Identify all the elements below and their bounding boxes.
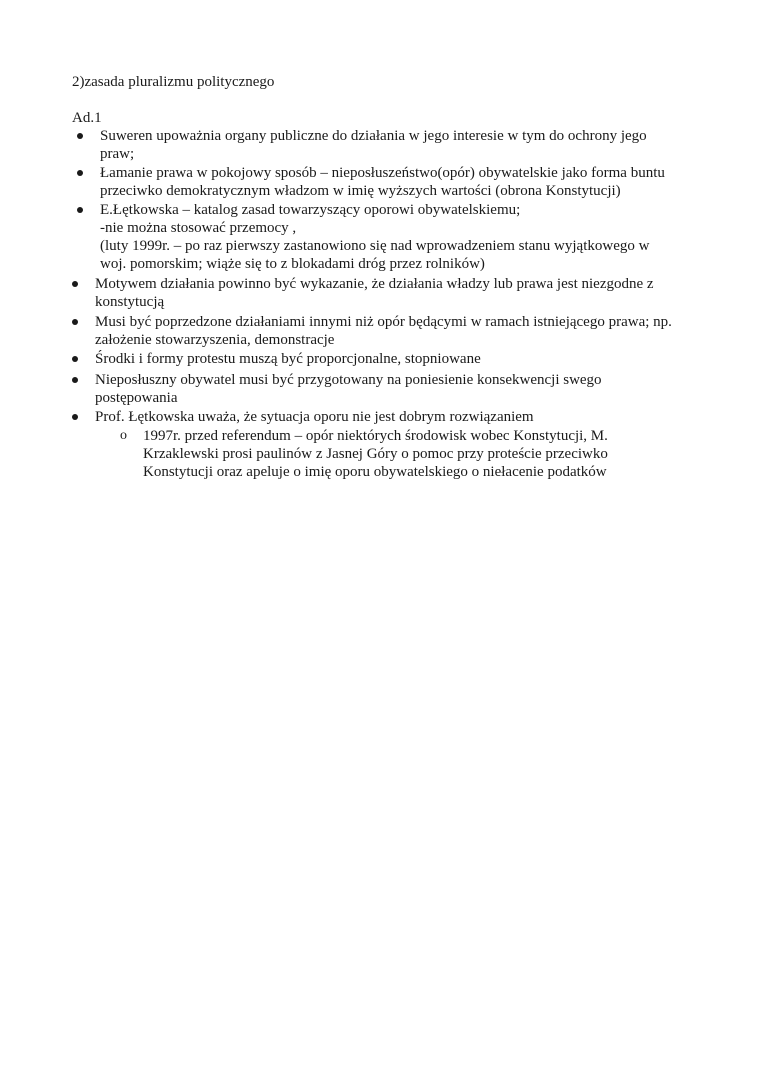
sub-list-item-text: Krzaklewski prosi paulinów z Jasnej Góry o pomoc przy proteście przeciwko — [143, 446, 608, 462]
list-item-text: -nie można stosować przemocy , — [100, 220, 297, 236]
list-item-text: Musi być poprzedzone działaniami innymi niż opór będącymi w ramach istniejącego prawa; np. — [95, 314, 672, 330]
list-item-text: woj. pomorskim; wiąże się to z blokadami dróg przez rolników) — [100, 256, 485, 272]
list-item-text: praw; — [100, 146, 135, 162]
list-item-text: konstytucją — [95, 294, 165, 310]
bullet-icon — [77, 170, 83, 176]
list-item-text: założenie stowarzyszenia, demonstracje — [95, 332, 335, 348]
sub-list-item-text: Konstytucji oraz apeluje o imię oporu obywatelskiego o niełacenie podatków — [143, 464, 607, 480]
bullet-icon — [72, 319, 78, 325]
list-item-text: Motywem działania powinno być wykazanie, że działania władzy lub prawa jest niezgodne z — [95, 276, 654, 292]
bullet-icon — [77, 207, 83, 213]
heading: 2)zasada pluralizmu politycznego — [72, 74, 275, 90]
bullet-icon — [72, 414, 78, 420]
bullet-icon — [72, 377, 78, 383]
list-item-text: Nieposłuszny obywatel musi być przygotowany na poniesienie konsekwencji swego — [95, 372, 602, 388]
list-item-text: przeciwko demokratycznym władzom w imię wyższych wartości (obrona Konstytucji) — [100, 183, 621, 199]
bullet-icon — [72, 281, 78, 287]
bullet-icon — [72, 356, 78, 362]
bullet-icon — [77, 133, 83, 139]
list-item-text: Środki i formy protestu muszą być proporcjonalne, stopniowane — [95, 351, 481, 367]
list-item-text: Łamanie prawa w pokojowy sposób – nieposłuszeństwo(opór) obywatelskie jako forma buntu — [100, 165, 665, 181]
list-item-text: E.Łętkowska – katalog zasad towarzyszący oporowi obywatelskiemu; — [100, 202, 521, 218]
sub-list-item-text: 1997r. przed referendum – opór niektórych środowisk wobec Konstytucji, M. — [143, 428, 608, 444]
circle-bullet-icon: o — [120, 428, 127, 443]
list-item-text: Prof. Łętkowska uważa, że sytuacja oporu nie jest dobrym rozwiązaniem — [95, 409, 534, 425]
section-label: Ad.1 — [72, 110, 102, 126]
list-item-text: postępowania — [95, 390, 178, 406]
list-item-text: Suweren upoważnia organy publiczne do działania w jego interesie w tym do ochrony jego — [100, 128, 647, 144]
list-item-text: (luty 1999r. – po raz pierwszy zastanowiono się nad wprowadzeniem stanu wyjątkowego w — [100, 238, 650, 254]
